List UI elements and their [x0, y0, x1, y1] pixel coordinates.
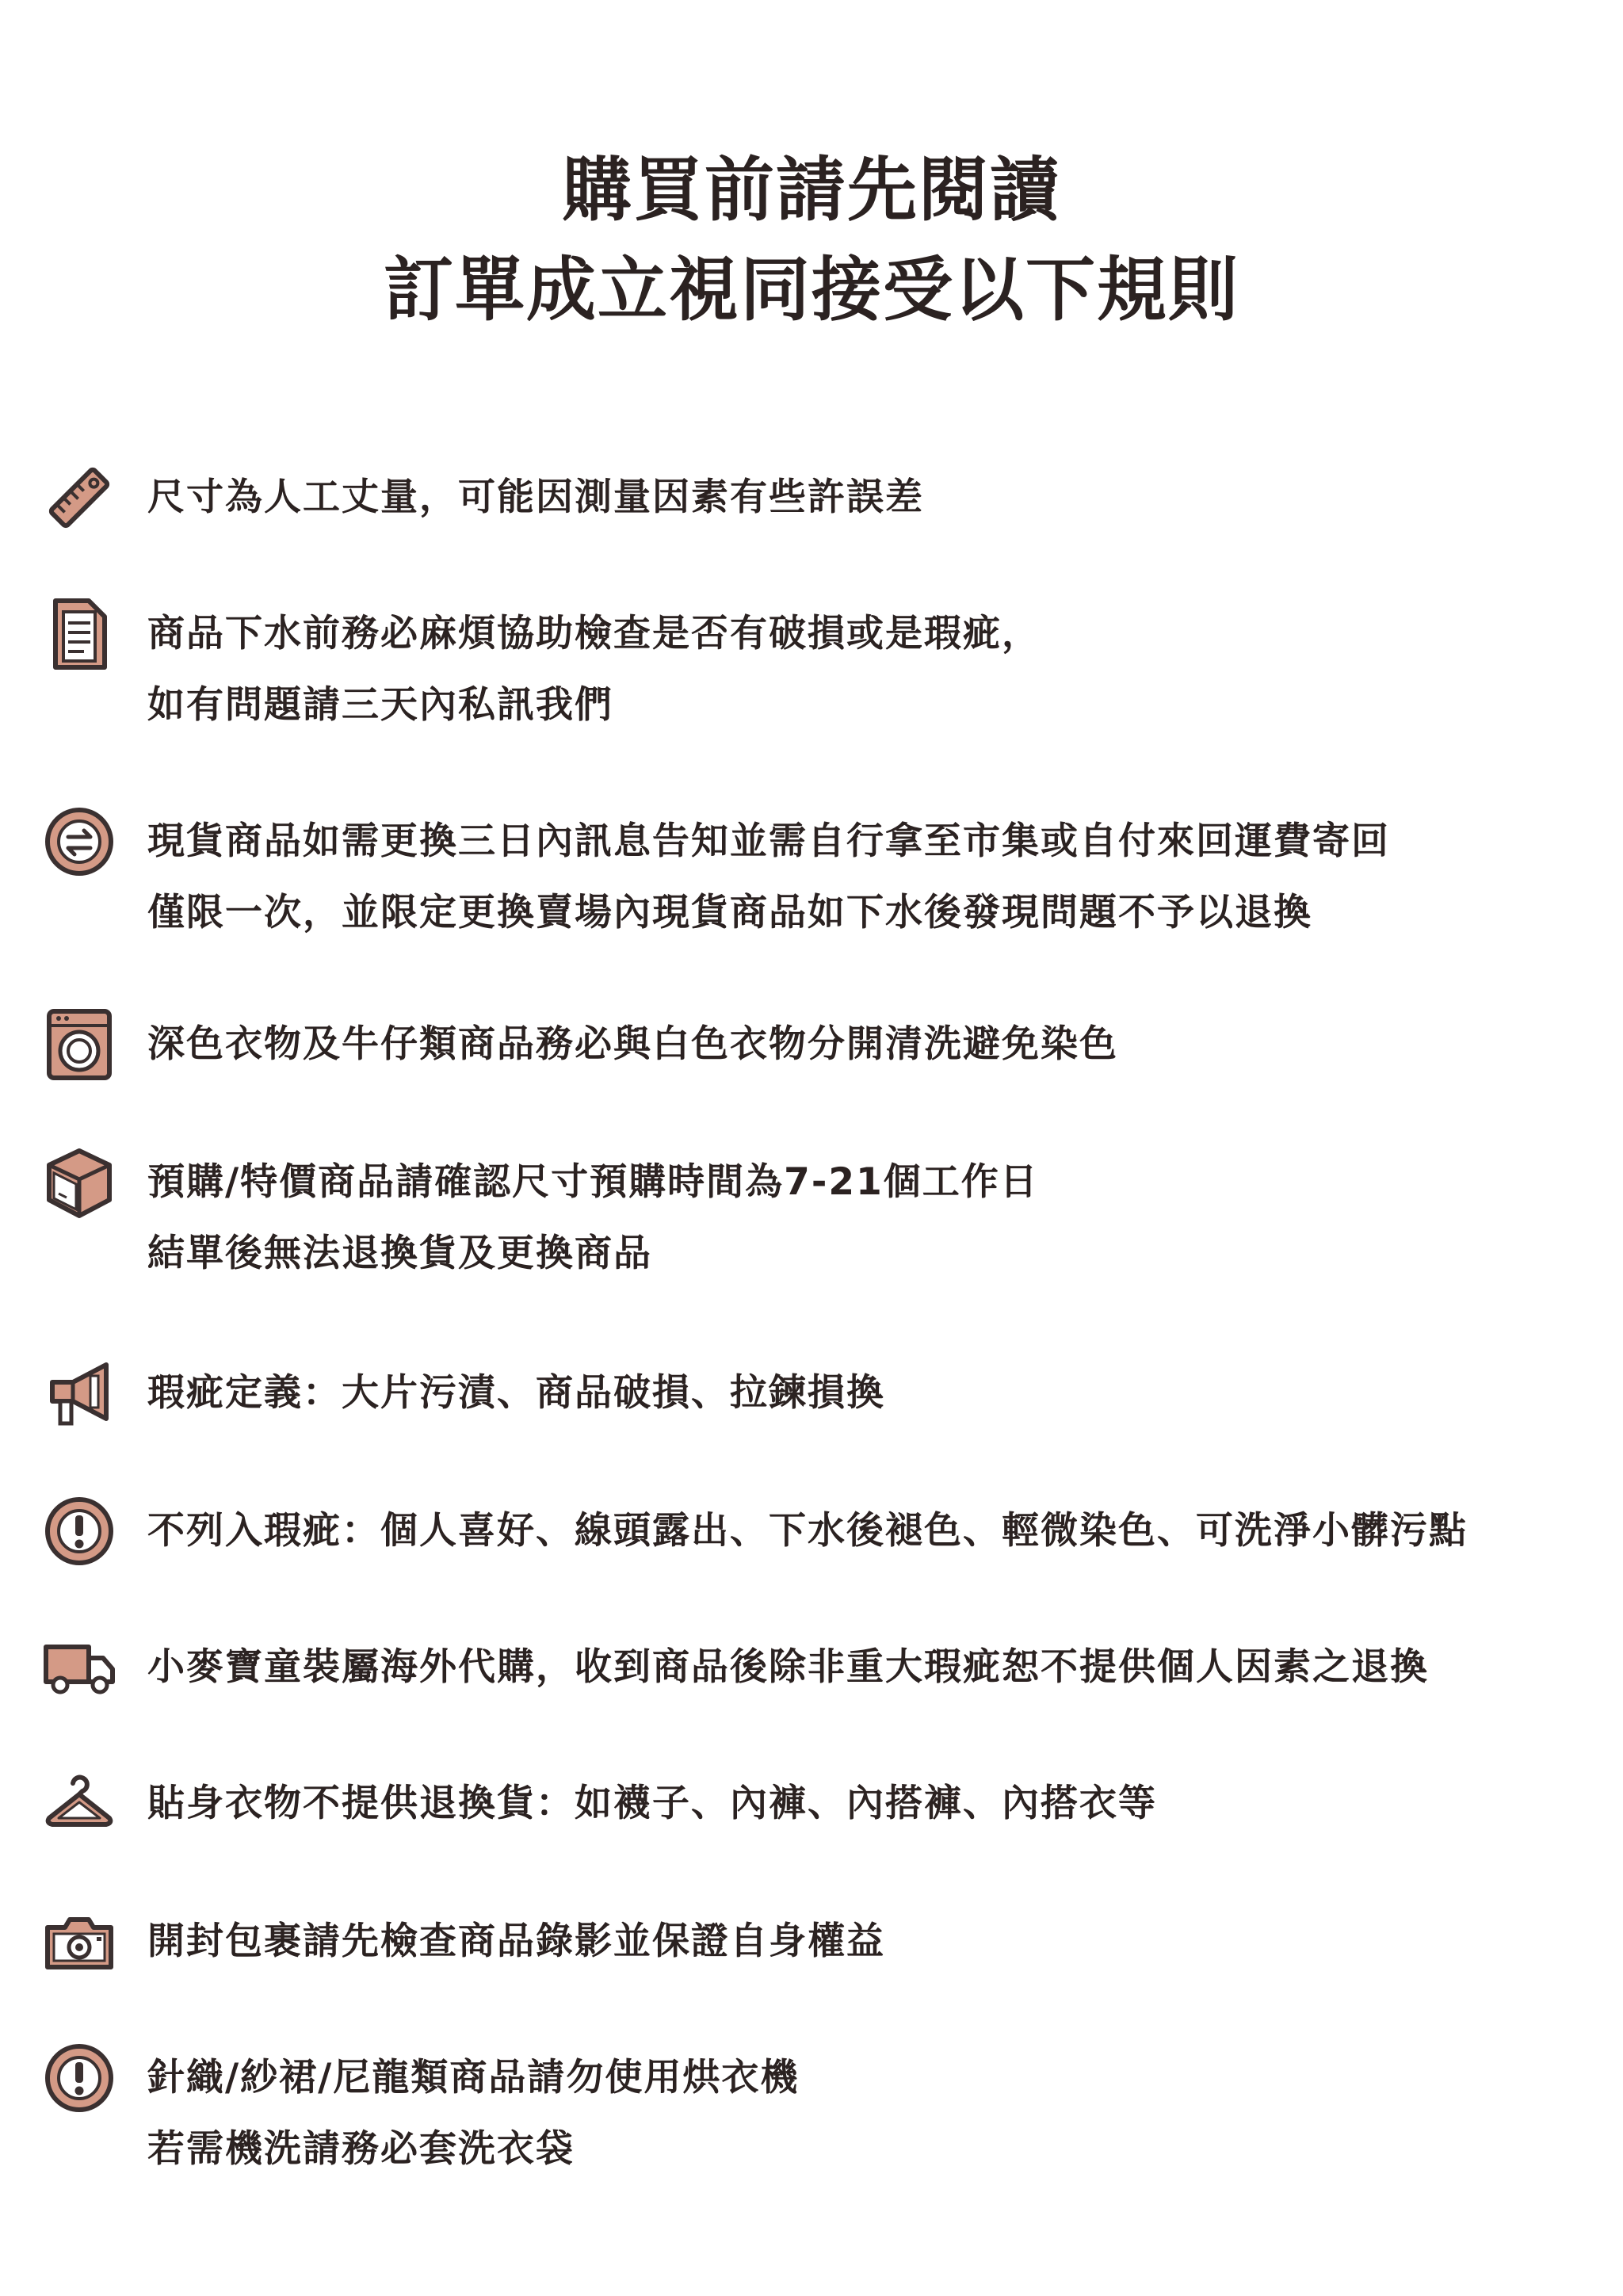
rule-text-line: 小麥寶童裝屬海外代購，收到商品後除非重大瑕疵恕不提供個人因素之退換 — [147, 1645, 1429, 1689]
rule-text-line: 貼身衣物不提供退換貨：如襪子、內褲、內搭褲、內搭衣等 — [147, 1782, 1157, 1825]
rule-text-line: 針織/紗裙/尼龍類商品請勿使用烘衣機 — [147, 2056, 800, 2099]
rule-text-line: 現貨商品如需更換三日內訊息告知並需自行拿至市集或自付來回運費寄回 — [147, 819, 1390, 863]
exchange-icon — [41, 804, 117, 880]
package-box-icon — [41, 1144, 117, 1221]
rule-text-line: 開封包裹請先檢查商品錄影並保證自身權益 — [147, 1920, 885, 1963]
document-icon — [41, 596, 117, 672]
rule-text-line: 若需機洗請務必套洗衣袋 — [147, 2127, 575, 2171]
rule-text-line: 僅限一次，並限定更換賣場內現貨商品如下水後發現問題不予以退換 — [147, 891, 1312, 934]
rule-text-line: 不列入瑕疵：個人喜好、線頭露出、下水後褪色、輕微染色、可洗淨小髒污點 — [147, 1509, 1468, 1553]
exclamation-icon — [41, 1493, 117, 1569]
rule-text-line: 瑕疵定義：大片污漬、商品破損、拉鍊損換 — [147, 1371, 885, 1415]
rule-text-line: 商品下水前務必麻煩協助檢查是否有破損或是瑕疵， — [147, 612, 1041, 655]
rule-text-line: 預購/特價商品請確認尺寸預購時間為7-21個工作日 — [147, 1160, 1039, 1204]
washing-machine-icon — [41, 1007, 117, 1083]
rule-text-line: 如有問題請三天內私訊我們 — [147, 683, 613, 727]
hanger-icon — [41, 1766, 117, 1842]
camera-icon — [41, 1904, 117, 1980]
page-title-line2: 訂單成立視同接受以下規則 — [383, 249, 1239, 330]
megaphone-icon — [41, 1355, 117, 1431]
rule-text-line: 尺寸為人工丈量，可能因測量因素有些許誤差 — [147, 476, 924, 519]
exclamation-icon — [41, 2040, 117, 2116]
delivery-truck-icon — [41, 1629, 117, 1706]
rule-text-line: 結單後無法退換貨及更換商品 — [147, 1232, 652, 1275]
page-title-line1: 購買前請先閱讀 — [561, 149, 1061, 231]
ruler-icon — [41, 460, 117, 536]
rule-text-line: 深色衣物及牛仔類商品務必與白色衣物分開清洗避免染色 — [147, 1022, 1118, 1066]
